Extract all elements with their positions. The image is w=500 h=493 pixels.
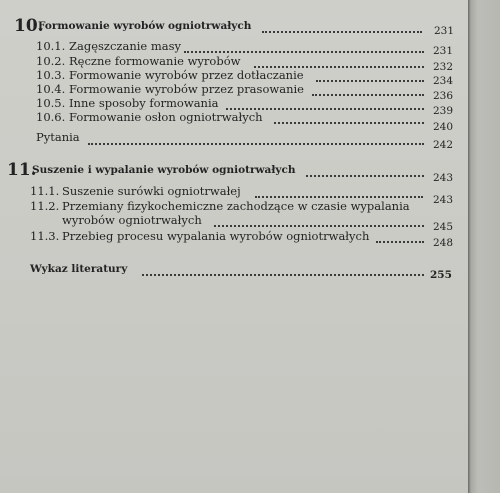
bibliography-title: Wykaz literatury — [30, 263, 128, 275]
page-number: 232 — [433, 61, 454, 73]
section-number: 11.2. — [30, 199, 60, 213]
toc-entry — [0, 229, 470, 249]
toc-entry — [0, 39, 470, 55]
leader-dots — [255, 194, 423, 198]
page-number: 239 — [433, 105, 454, 117]
section-number: 10.6. — [36, 110, 66, 124]
chapter-title: Formowanie wyrobów ogniotrwałych — [38, 20, 252, 32]
section-title: Inne sposoby formowania — [69, 96, 219, 110]
chapter-title: Suszenie i wypalanie wyrobów ogniotrwałych — [32, 164, 296, 176]
chapter-11-heading — [0, 160, 470, 184]
section-number: 11.1. — [30, 184, 60, 198]
toc-entry — [0, 199, 470, 233]
chapter-number: 11. — [7, 160, 37, 180]
questions-title: Pytania — [36, 130, 80, 144]
page-number: 231 — [433, 45, 454, 57]
page-number: 231 — [434, 25, 455, 37]
book-spine-shadow — [468, 0, 500, 493]
section-title-continued: wyrobów ogniotrwałych — [62, 213, 202, 227]
page-number: 234 — [433, 75, 454, 87]
page-number: 255 — [430, 269, 452, 281]
page-number: 243 — [433, 172, 454, 184]
section-title: Ręczne formowanie wyrobów — [69, 54, 241, 68]
leader-dots — [88, 141, 424, 145]
section-number: 10.2. — [36, 54, 66, 68]
section-title: Zagęszczanie masy — [69, 39, 182, 53]
leader-dots — [306, 173, 424, 177]
section-number: 10.3. — [36, 68, 66, 82]
section-title: Formowanie wyrobów przez prasowanie — [69, 82, 304, 96]
leader-dots — [142, 272, 424, 276]
chapter-10-heading — [0, 16, 470, 37]
leader-dots — [274, 120, 424, 124]
toc-entry-questions — [0, 130, 470, 151]
section-number: 10.5. — [36, 96, 66, 110]
page-number: 242 — [433, 139, 454, 151]
toc-entry-bibliography — [0, 262, 470, 281]
page-number: 236 — [433, 90, 454, 102]
section-title: Suszenie surówki ogniotrwałej — [62, 184, 241, 198]
leader-dots — [214, 223, 424, 227]
section-title: Formowanie wyrobów przez dotłaczanie — [69, 68, 304, 82]
section-title: Przebieg procesu wypalania wyrobów ogniotrwałych — [62, 229, 370, 243]
page-number: 240 — [433, 121, 454, 133]
section-title: Przemiany fizykochemiczne zachodzące w czasie wypalania — [62, 199, 410, 213]
section-number: 10.4. — [36, 82, 66, 96]
page-number: 248 — [433, 237, 454, 249]
chapter-number: 10. — [14, 16, 44, 36]
leader-dots — [262, 29, 422, 33]
section-number: 10.1. — [36, 39, 66, 53]
section-title: Formowanie osłon ogniotrwałych — [69, 110, 263, 124]
page-number: 243 — [433, 194, 454, 206]
page-number: 245 — [433, 221, 454, 233]
leader-dots — [184, 49, 424, 53]
toc-entry — [0, 110, 470, 133]
section-number: 11.3. — [30, 229, 60, 243]
leader-dots — [376, 239, 424, 243]
